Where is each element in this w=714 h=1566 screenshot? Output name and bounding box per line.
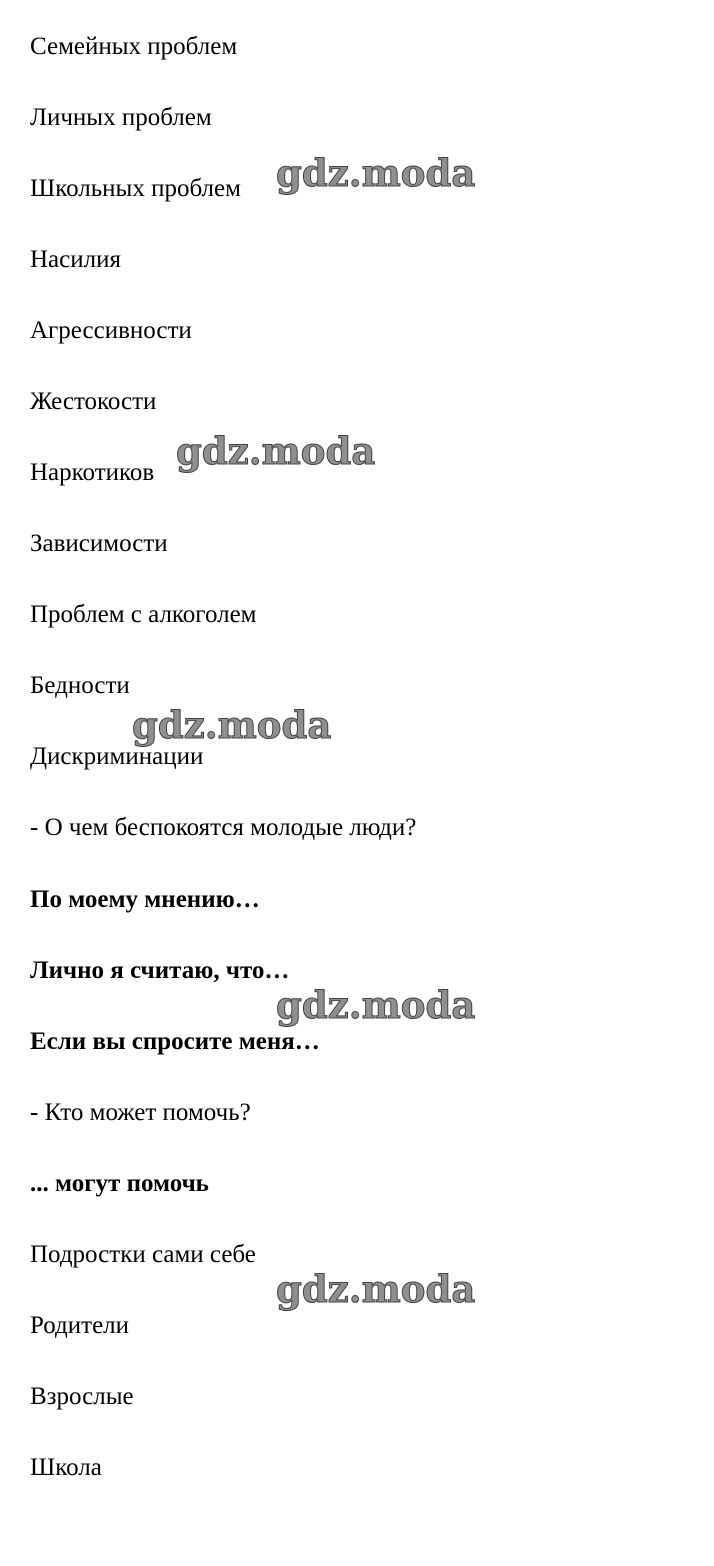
text-line: Проблем с алкоголем xyxy=(30,601,257,628)
text-line: Взрослые xyxy=(30,1383,134,1410)
phrase-line: Лично я считаю, что… xyxy=(30,957,290,984)
question-line: - О чем беспокоятся молодые люди? xyxy=(30,814,417,841)
text-line: Насилия xyxy=(30,246,121,273)
text-line: Наркотиков xyxy=(30,459,155,486)
watermark: gdz.moda xyxy=(276,983,476,1027)
watermark: gdz.moda xyxy=(276,1267,476,1311)
watermark: gdz.moda xyxy=(276,151,476,195)
text-line: Подростки сами себе xyxy=(30,1241,256,1268)
phrase-line: ... могут помочь xyxy=(30,1170,209,1197)
text-line: Школьных проблем xyxy=(30,175,241,202)
phrase-line: Если вы спросите меня… xyxy=(30,1028,320,1055)
text-line: Личных проблем xyxy=(30,104,212,131)
text-line: Зависимости xyxy=(30,530,168,557)
text-line: Агрессивности xyxy=(30,317,192,344)
text-line: Бедности xyxy=(30,672,130,699)
text-line: Родители xyxy=(30,1312,130,1339)
text-line: Школа xyxy=(30,1454,102,1481)
question-line: - Кто может помочь? xyxy=(30,1099,251,1126)
text-line: Дискриминации xyxy=(30,743,204,770)
watermark: gdz.moda xyxy=(176,429,376,473)
phrase-line: По моему мнению… xyxy=(30,886,260,913)
watermark: gdz.moda xyxy=(132,703,332,747)
text-line: Жестокости xyxy=(30,388,157,415)
text-line: Семейных проблем xyxy=(30,33,238,60)
